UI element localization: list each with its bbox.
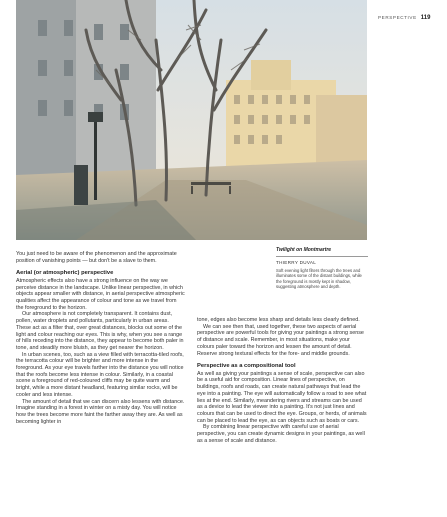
caption-text: Soft evening light filters through the trees and illuminates some of the distant buildings, while the foreground is mostly kept in shadow, suggesting atmosphere and depth. — [276, 268, 362, 289]
paragraph: tone, edges also become less sharp and details less clearly defined. — [197, 317, 360, 323]
caption-divider — [276, 256, 368, 257]
section-heading-compositional: Perspective as a compositional tool — [197, 363, 296, 370]
paragraph: Our atmosphere is not completely transparent. It contains dust, pollen, water droplets and pollutants, particularly in urban areas. These act as a filter that, over great distances, blocks out some of the light and colour reaching our eyes. This is why, when you see a range of hills receding into the distance, they appear to become both paler in tone, and steadily more bluish, as they get nearer the horizon. — [16, 311, 184, 351]
intro-paragraph: You just need to be aware of the phenomenon and the approximate position of vanishing points — but don't be a slave to them. — [16, 251, 177, 264]
paragraph: We can see then that, used together, these two aspects of aerial perspective are powerful tools for giving your paintings a strong sense of distance and scale. Remember, in most situations, make your colours paler toward the horizon and lessen the amount of detail. Reserve strong textural effects for the fore- and middle grounds. — [197, 323, 364, 357]
caption-title: Twilight on Montmartre — [276, 247, 332, 253]
image-caption — [276, 247, 368, 289]
paragraph: By combining linear perspective with careful use of aerial perspective, you can create dynamic designs in your paintings, as well as a sense of scale and distance. — [197, 424, 365, 444]
left-text-column — [16, 251, 185, 425]
painting-illustration — [16, 0, 367, 240]
paragraph: As well as giving your paintings a sense of scale, perspective can also be a useful aid for composition. Linear lines of perspective, on buildings, roofs and roads, can create natural pathways that lead the eye into a painting. The eye will automatically follow a road to see what lies at the end. Similarly, meandering rivers and streams can be used as a device to lead the viewer into a painting. It's not just lines and colours that can be used to direct the eye. Groups, or herds, of animals can be placed to lead the eye, as can objects such as boats or cars. — [197, 370, 367, 424]
right-text-column — [197, 317, 367, 444]
running-header — [378, 15, 438, 21]
paragraph: In urban scenes, too, such as a view filled with terracotta-tiled roofs, the terracotta colour will be brighter and more intense in the foreground. As your eye travels farther into the distance you will notice that the roofs become less intense in colour. Similarly, in a coastal scene a foreground of red-coloured cliffs may be quite warm and bright, while a more distant headland, featuring similar rocks, will be cooler and less intense. — [16, 351, 184, 398]
caption-artist: THIERRY DUVAL — [276, 260, 317, 265]
page-number: 119 — [420, 15, 431, 21]
montmartre-square-painting — [16, 0, 367, 240]
section-name: PERSPECTIVE — [378, 15, 417, 20]
paragraph: Atmospheric effects also have a strong influence on the way we perceive distance in the landscape. Unlike linear perspective, in which objects appear smaller with distance, in aerial perspective atmospheric qualities affect the appearance of colour and tone as we travel from the foreground to the horizon. — [16, 277, 185, 311]
paragraph: The amount of detail that we can discern also lessens with distance. Imagine standing in a forest in winter on a misty day. You will notice how the trees become more faint the farther away they are. As well as becoming lighter in — [16, 398, 185, 425]
section-heading-aerial: Aerial (or atmospheric) perspective — [16, 270, 114, 277]
